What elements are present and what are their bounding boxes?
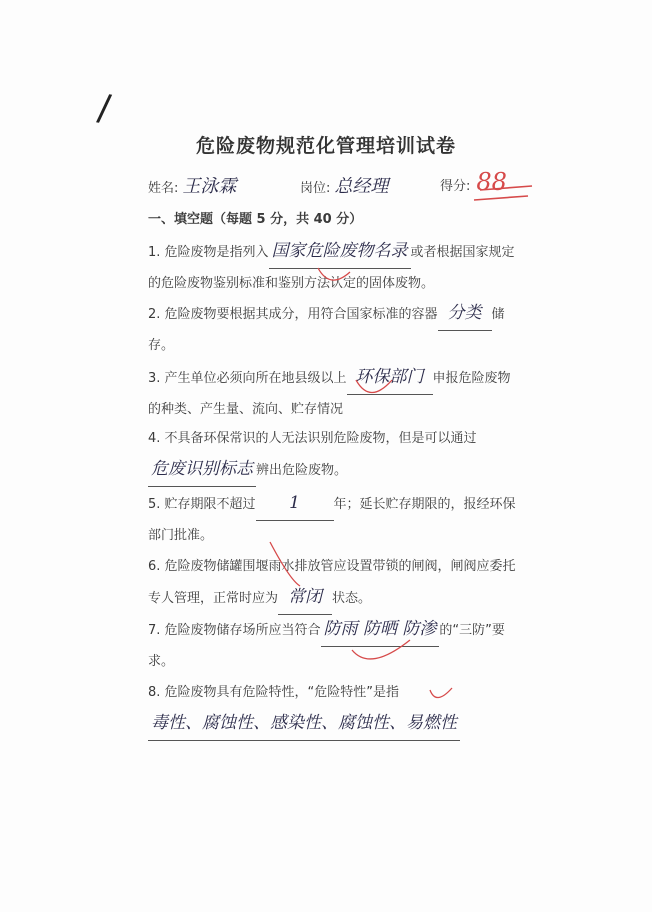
name-field xyxy=(148,172,236,198)
score-underline-mark xyxy=(474,196,528,200)
position-field xyxy=(300,172,388,198)
section-heading: 一、填空题（每题 5 分，共 40 分） xyxy=(148,212,363,227)
score-value: 88 xyxy=(476,168,507,196)
question-1 xyxy=(148,236,518,299)
question-text: 申报危险废物的种类、产生量、流向、贮存情况 xyxy=(148,371,511,417)
question-text: 或者根据国家规定的危险废物鉴别标准和鉴别方法认定的固体废物。 xyxy=(148,245,515,291)
question-4 xyxy=(148,424,518,487)
question-text: 3. 产生单位必须向所在地县级以上 xyxy=(148,371,347,386)
answer-text: 1 xyxy=(289,493,300,513)
answer-text: 环保部门 xyxy=(355,367,424,387)
answer-blank xyxy=(269,236,411,269)
question-8 xyxy=(148,678,518,741)
question-text: 1. 危险废物是指列入 xyxy=(148,245,269,260)
answer-blank xyxy=(256,488,334,521)
question-text: 年；延长贮存期限的，报经环保部门批准。 xyxy=(148,497,516,543)
answer-blank xyxy=(347,362,433,395)
question-text: 5. 贮存期限不超过 xyxy=(148,497,256,512)
answer-text: 分类 xyxy=(447,303,482,323)
question-text: 6. 危险废物储罐围堰雨水排放管应设置带锁的闸阀，闸阀应委托专人管理，正常时应为 xyxy=(148,559,516,606)
corner-pen-mark: / xyxy=(95,87,113,130)
name-label: 姓名: xyxy=(148,181,179,196)
question-6 xyxy=(148,552,518,615)
question-text: 的“三防”要求。 xyxy=(148,623,505,669)
question-2 xyxy=(148,298,518,361)
answer-blank xyxy=(148,708,460,741)
question-text: 4. 不具备环保常识的人无法识别危险废物，但是可以通过 xyxy=(148,431,477,446)
score-field xyxy=(440,168,507,196)
answer-blank xyxy=(148,454,256,487)
answer-text: 危废识别标志 xyxy=(151,459,253,479)
question-text: 2. 危险废物要根据其成分，用符合国家标准的容器 xyxy=(148,307,438,322)
question-text: 状态。 xyxy=(332,591,372,606)
question-5 xyxy=(148,488,518,551)
question-text: 8. 危险废物具有危险特性，“危险特性”是指 xyxy=(148,685,400,700)
answer-blank xyxy=(278,582,332,615)
question-text: 辨出危险废物。 xyxy=(256,463,348,478)
name-value: 王泳霖 xyxy=(182,176,237,197)
answer-blank xyxy=(438,298,492,331)
question-text: 7. 危险废物储存场所应当符合 xyxy=(148,623,321,638)
position-label: 岗位: xyxy=(300,181,331,196)
answer-text: 毒性、腐蚀性、感染性、腐蚀性、易燃性 xyxy=(151,713,457,733)
position-value: 总经理 xyxy=(334,176,389,197)
page-title: 危险废物规范化管理培训试卷 xyxy=(195,135,456,157)
answer-text: 国家危险废物名录 xyxy=(271,241,408,261)
answer-text: 防雨 防晒 防渗 xyxy=(323,619,437,639)
question-text: 储存。 xyxy=(148,307,505,353)
question-7 xyxy=(148,614,518,677)
question-3 xyxy=(148,362,518,425)
answer-text: 常闭 xyxy=(288,587,323,607)
score-label: 得分: xyxy=(440,179,471,194)
answer-blank xyxy=(321,614,440,647)
